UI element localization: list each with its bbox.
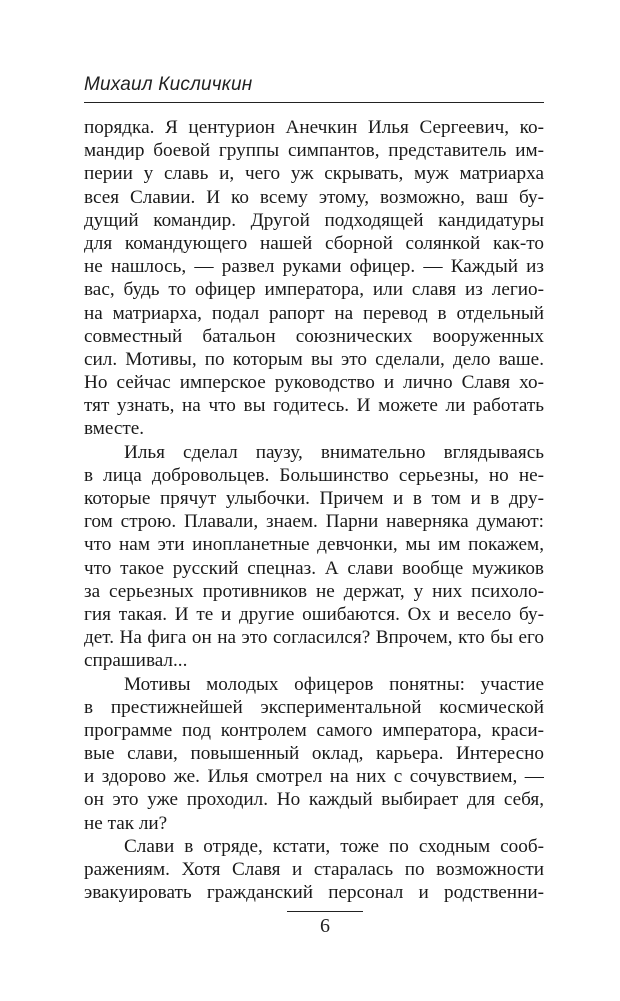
text-line: и здорово же. Илья смотрел на них с сочувствием, — — [84, 766, 544, 788]
text-line: не так ли? — [84, 812, 168, 834]
text-line: порядка. Я центурион Анечкин Илья Сергеевич, ко- — [84, 117, 544, 138]
text-line: спрашивал... — [84, 650, 188, 672]
text-line: в престижнейшей экспериментальной космической — [84, 696, 544, 718]
text-line: Но сейчас имперское руководство и лично Славя хо- — [84, 372, 544, 394]
text-line: Илья сделал паузу, внимательно вглядываясь — [124, 441, 544, 463]
text-line: эвакуировать гражданский персонал и родственни- — [84, 882, 544, 904]
text-line: Слави в отряде, кстати, тоже по сходным сооб- — [124, 835, 544, 857]
text-line: совместный батальон союзнических вооруженных — [84, 325, 544, 347]
text-line: которые прячут улыбочки. Причем и в том и в дру- — [84, 488, 544, 509]
text-line: не нашлось, — развел руками офицер. — Каждый из — [84, 256, 544, 278]
text-line: вместе. — [84, 418, 145, 440]
text-line: гом строю. Плавали, знаем. Парни наверняка думают: — [84, 511, 544, 533]
body-text — [84, 116, 544, 904]
text-line: что такое русский спецназ. А слави вообще мужиков — [84, 557, 544, 579]
text-line: ражениям. Хотя Славя и старалась по возможности — [84, 859, 544, 880]
header-rule — [84, 102, 544, 103]
text-line: Мотивы молодых офицеров понятны: участие — [124, 673, 544, 695]
text-line: в лица добровольцев. Большинство серьезны, но не- — [84, 464, 544, 486]
text-line: для командующего нашей сборной солянкой как-то — [84, 232, 544, 254]
text-line: он это уже проходил. Но каждый выбирает для себя, — [84, 789, 544, 811]
text-line: вас, будь то офицер императора, или славя из легио- — [84, 279, 544, 301]
text-line: тят узнать, на что вы годитесь. И можете ли работать — [84, 395, 544, 417]
text-line: программе под контролем самого императора, краси- — [84, 719, 544, 741]
text-line: всея Славии. И ко всему этому, возможно, ваш бу- — [84, 186, 544, 208]
text-line: перии у славь и, чего уж скрывать, муж матриарха — [84, 163, 544, 185]
text-line: что нам эти инопланетные девчонки, мы им покажем, — [84, 534, 544, 556]
text-line: вые слави, повышенный оклад, карьера. Интересно — [84, 743, 544, 765]
text-line: за серьезных противников не держат, у них психоло- — [84, 580, 544, 602]
page-number: 6 — [320, 915, 330, 937]
text-line: сил. Мотивы, по которым вы это сделали, дело ваше. — [84, 348, 544, 370]
text-line: гия такая. И те и другие ошибаются. Ох и весело бу- — [84, 603, 544, 625]
text-line: дущий командир. Другой подходящей кандидатуры — [84, 209, 544, 231]
text-line: мандир боевой группы симпантов, представитель им- — [84, 140, 544, 162]
footer-rule — [287, 911, 363, 912]
text-line: дет. На фига он на это согласился? Впрочем, кто бы его — [84, 627, 544, 649]
running-head: Михаил Кисличкин — [84, 74, 253, 95]
text-line: на матриарха, подал рапорт на перевод в отдельный — [84, 302, 544, 324]
